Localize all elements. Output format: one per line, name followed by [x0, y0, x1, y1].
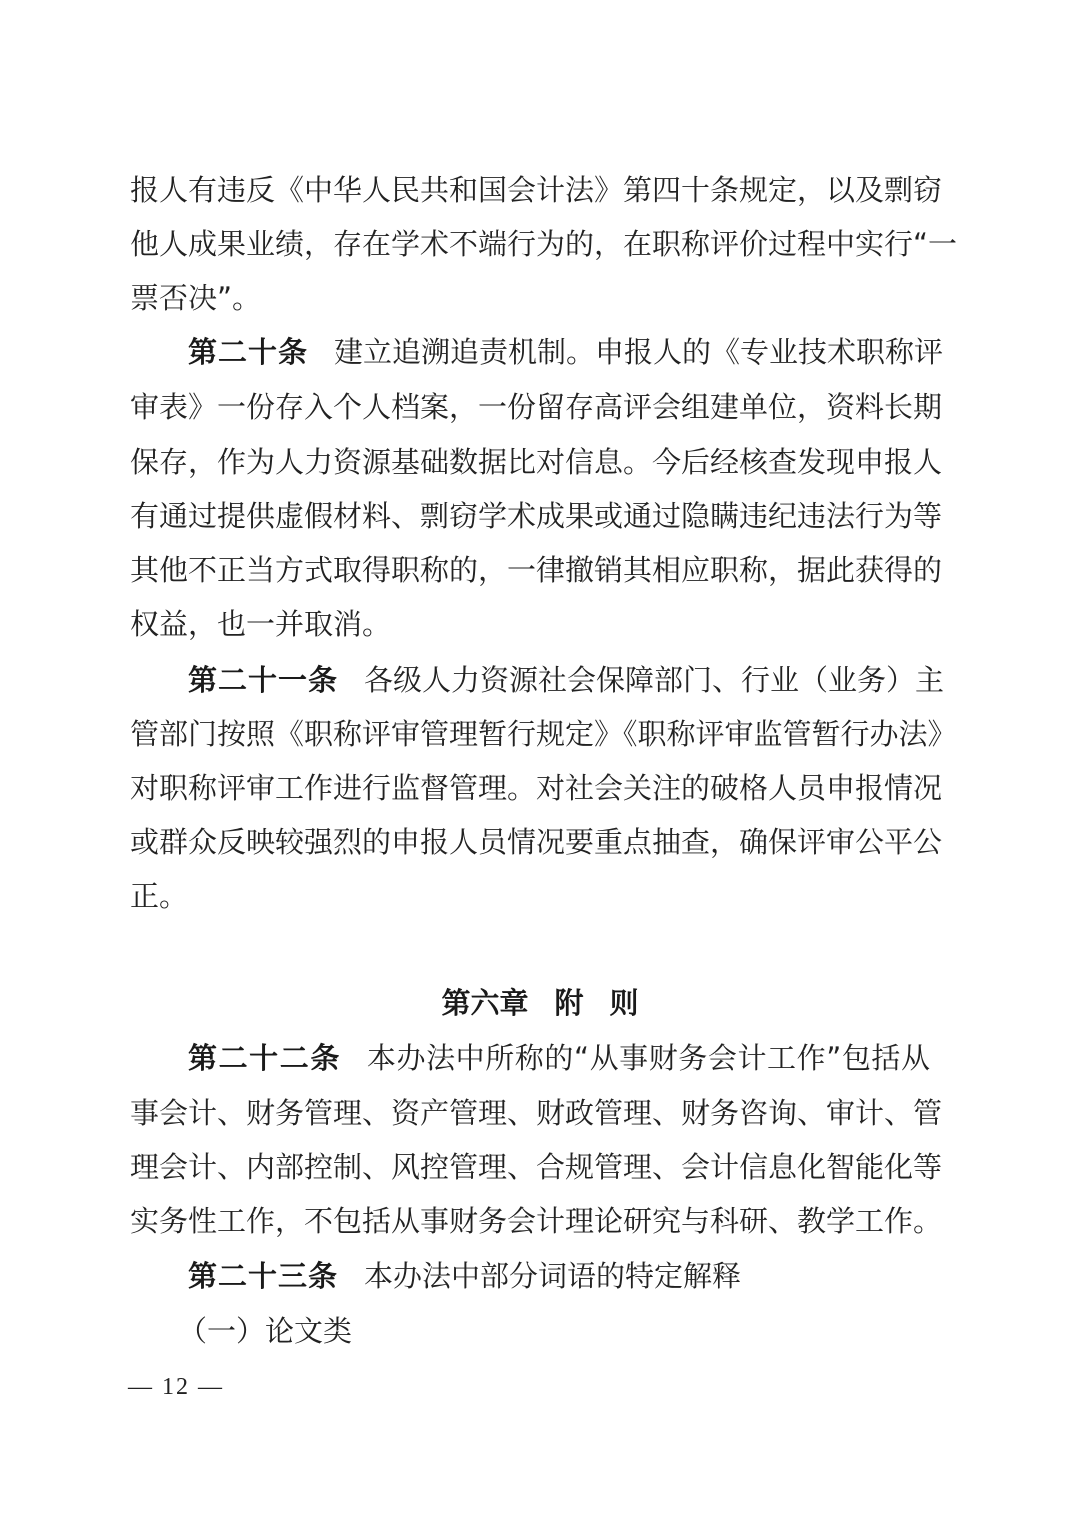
- paragraph-line: 保存，作为人力资源基础数据比对信息。今后经核查发现申报人: [130, 445, 943, 479]
- chapter-title-part: 附: [554, 986, 584, 1020]
- article-text: 本办法中所称的“从事财务会计工作”包括从: [366, 1041, 930, 1075]
- paragraph-line: 正。: [130, 879, 189, 913]
- paragraph-line: 报人有违反《中华人民共和国会计法》第四十条规定，以及剽窃: [130, 173, 943, 207]
- article-20-first-line: [188, 332, 944, 372]
- paragraph-line: 理会计、内部控制、风控管理、合规管理、会计信息化智能化等: [130, 1150, 943, 1184]
- article-text: 建立追溯追责机制。申报人的《专业技术职称评: [334, 335, 944, 369]
- article-22-first-line: [188, 1038, 930, 1078]
- paragraph-line: 对职称评审工作进行监督管理。对社会关注的破格人员申报情况: [130, 771, 943, 805]
- paragraph-line: 事会计、财务管理、资产管理、财政管理、财务咨询、审计、管: [130, 1096, 943, 1130]
- chapter-heading: [0, 983, 1080, 1023]
- paragraph-line: 其他不正当方式取得职称的，一律撤销其相应职称，据此获得的: [130, 553, 943, 587]
- paragraph-line: 管部门按照《职称评审管理暂行规定》《职称评审监管暂行办法》: [130, 717, 957, 751]
- chapter-title-part: 则: [609, 986, 639, 1020]
- paragraph-line: 票否决”。: [130, 281, 262, 315]
- paragraph-line: 有通过提供虚假材料、剽窃学术成果或通过隐瞒违纪违法行为等: [130, 499, 943, 533]
- article-21-first-line: [188, 660, 945, 700]
- page-number: — 12 —: [128, 1374, 224, 1400]
- article-number: 第二十二条: [188, 1041, 341, 1075]
- article-23-first-line: [188, 1256, 930, 1296]
- article-number: 第二十一条: [188, 663, 339, 697]
- article-text: 各级人力资源社会保障部门、行业（业务）主: [364, 663, 945, 697]
- paragraph-line: 审表》一份存入个人档案，一份留存高评会组建单位，资料长期: [130, 390, 943, 424]
- article-number: 第二十条: [188, 335, 309, 369]
- subsection-heading: （一）论文类: [178, 1314, 353, 1348]
- paragraph-line: 权益，也一并取消。: [130, 607, 392, 641]
- article-text: 本办法中部分词语的特定解释: [364, 1259, 742, 1293]
- article-number: 第二十三条: [188, 1259, 339, 1293]
- paragraph-line: 他人成果业绩，存在学术不端行为的，在职称评价过程中实行“一: [130, 227, 958, 261]
- chapter-number: 第六章: [441, 986, 529, 1020]
- paragraph-line: 或群众反映较强烈的申报人员情况要重点抽查，确保评审公平公: [130, 825, 943, 859]
- paragraph-line: 实务性工作，不包括从事财务会计理论研究与科研、教学工作。: [130, 1204, 943, 1238]
